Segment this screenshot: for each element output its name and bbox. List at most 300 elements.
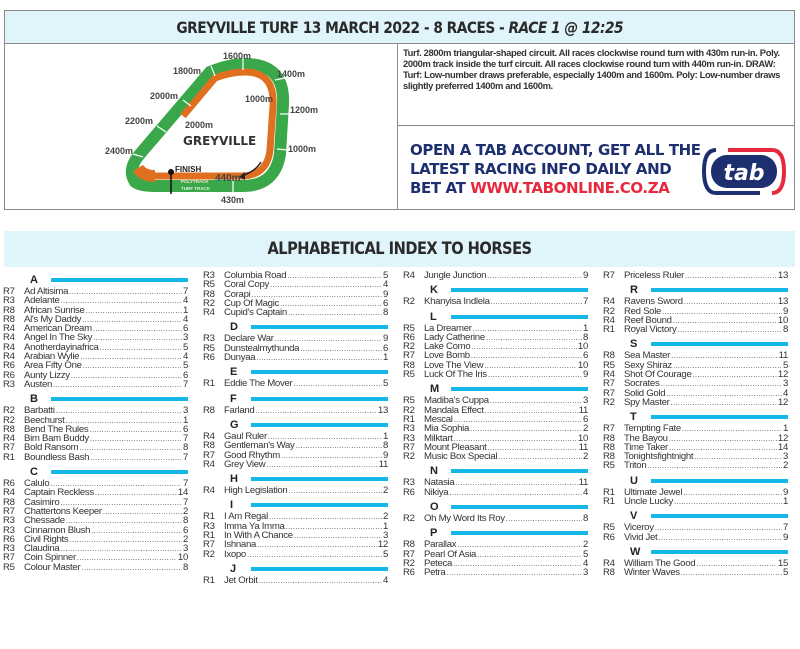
letter-divider [451, 531, 588, 535]
horse-name: Eddie The Mover [224, 378, 293, 390]
letter-divider [651, 514, 788, 518]
letter-heading [3, 465, 188, 479]
dot-leader [286, 522, 382, 531]
dot-leader [90, 434, 182, 443]
dot-leader [266, 460, 377, 469]
letter-label: D [230, 321, 238, 334]
svg-text:2000m: 2000m [185, 120, 214, 130]
draw-number: 9 [782, 531, 788, 543]
race-number: R8 [3, 313, 15, 325]
dot-leader [455, 478, 577, 487]
letter-heading [403, 500, 588, 514]
race-number: R5 [203, 342, 215, 354]
dot-leader [658, 533, 782, 542]
letter-label: G [230, 418, 239, 431]
advert-line-3 [410, 179, 701, 198]
race-number: R3 [203, 333, 215, 345]
horse-name: Calulo [24, 478, 50, 490]
svg-text:2400m: 2400m [105, 146, 134, 156]
horse-name: African Sunrise [24, 304, 85, 316]
draw-number: 2 [182, 505, 188, 517]
letter-heading [403, 283, 588, 297]
draw-number: 5 [582, 548, 588, 560]
draw-number: 9 [582, 270, 588, 281]
draw-number: 1 [382, 430, 388, 442]
horse-name: Luck Of The Iris [424, 369, 487, 381]
horse-name: Music Box Special [424, 451, 498, 463]
tab-logo-icon [702, 144, 786, 199]
draw-number: 7 [182, 451, 188, 463]
dot-leader [56, 406, 182, 415]
race-number: R6 [403, 567, 415, 579]
draw-number: 3 [182, 405, 188, 417]
draw-number: 5 [382, 548, 388, 560]
index-column-4 [603, 271, 788, 578]
race-number: R8 [403, 359, 415, 371]
horse-entry [203, 406, 388, 415]
race-number: R4 [403, 270, 415, 281]
horse-name: Love The View [424, 359, 484, 371]
horse-entry [3, 380, 188, 389]
draw-number: 11 [578, 404, 588, 416]
dot-leader [287, 271, 382, 280]
letter-divider [651, 415, 788, 419]
race-number: R5 [403, 322, 415, 334]
horse-entry [403, 370, 588, 379]
dot-leader [60, 544, 181, 553]
svg-text:1800m: 1800m [173, 66, 202, 76]
draw-number: 4 [582, 557, 588, 569]
dot-leader [69, 287, 182, 296]
horse-name: Ishnana [224, 539, 257, 551]
horse-name: Winter Waves [624, 567, 680, 579]
horse-name: Uncle Lucky [624, 496, 673, 508]
dot-leader [95, 488, 177, 497]
horse-name: Bim Bam Buddy [24, 433, 89, 445]
draw-number: 7 [582, 296, 588, 308]
dot-leader [484, 361, 577, 370]
race-number: R8 [203, 404, 215, 416]
horse-name: Peteca [424, 557, 453, 569]
dot-leader [82, 315, 182, 324]
dot-leader [682, 424, 782, 433]
draw-number: 9 [382, 449, 388, 461]
race-number: R3 [3, 378, 15, 390]
draw-number: 1 [582, 322, 588, 334]
dot-leader [453, 559, 582, 568]
draw-number: 3 [582, 567, 588, 579]
race-number: R6 [603, 531, 615, 543]
letter-divider [651, 342, 788, 346]
race-number: R1 [203, 378, 215, 390]
race-number: R8 [203, 440, 215, 452]
dot-leader [669, 434, 777, 443]
horse-entry [203, 550, 388, 559]
letter-divider [251, 397, 388, 401]
race-number: R8 [603, 432, 615, 444]
draw-number: 12 [777, 432, 788, 444]
race-number: R6 [403, 486, 415, 498]
horse-entry [403, 271, 588, 280]
race-meeting-panel [4, 10, 795, 210]
race-number: R4 [3, 433, 15, 445]
dot-leader [655, 523, 782, 532]
horse-name: Coral Copy [224, 279, 269, 291]
dot-leader [53, 380, 182, 389]
draw-number: 1 [382, 352, 388, 364]
race-number: R2 [403, 341, 415, 353]
draw-number: 5 [382, 270, 388, 281]
horse-name: Coin Spinner [24, 552, 76, 564]
draw-number: 8 [182, 515, 188, 527]
draw-number: 4 [382, 574, 388, 586]
letter-label: L [430, 310, 437, 323]
draw-number: 6 [182, 369, 188, 381]
svg-text:tab: tab [723, 161, 765, 186]
dot-leader [490, 396, 582, 405]
race-number: R3 [203, 270, 215, 281]
draw-number: 13 [777, 296, 788, 308]
horse-name: Grey View [224, 458, 266, 470]
index-column-2 [203, 271, 388, 585]
dot-leader [269, 512, 382, 521]
dot-leader [671, 351, 778, 360]
race-number: R5 [403, 369, 415, 381]
horse-name: Cupid's Captain [224, 307, 287, 319]
horse-name: Khanyisa Indlela [424, 296, 490, 308]
draw-number: 6 [582, 413, 588, 425]
draw-number: 7 [782, 522, 788, 534]
draw-number: 14 [177, 487, 188, 499]
letter-heading [603, 337, 788, 351]
letter-divider [651, 288, 788, 292]
dot-leader [696, 559, 777, 568]
horse-entry [603, 533, 788, 542]
race-number: R2 [3, 414, 15, 426]
horse-entry [603, 568, 788, 577]
dot-leader [684, 297, 777, 306]
race-number: R7 [603, 423, 615, 435]
letter-heading [203, 418, 388, 432]
race-number: R4 [603, 557, 615, 569]
draw-number: 8 [582, 513, 588, 525]
race-number: R2 [403, 451, 415, 463]
advert-url-link[interactable]: WWW.TABONLINE.CO.ZA [470, 179, 670, 197]
race-number: R1 [203, 574, 215, 586]
horse-entry [403, 297, 588, 306]
dot-leader [694, 452, 782, 461]
draw-number: 10 [577, 432, 588, 444]
race-number: R4 [3, 487, 15, 499]
horse-name: Jet Orbit [224, 574, 258, 586]
meeting-title-main: GREYVILLE TURF 13 MARCH 2022 - 8 RACES - [176, 17, 509, 37]
letter-heading [403, 464, 588, 478]
draw-number: 4 [182, 313, 188, 325]
letter-label: M [430, 383, 440, 396]
horse-name: Shot Of Courage [624, 369, 692, 381]
dot-leader [257, 540, 377, 549]
dot-leader [103, 507, 182, 516]
race-number: R5 [203, 279, 215, 291]
draw-number: 7 [182, 433, 188, 445]
meeting-title-bar [5, 11, 794, 44]
draw-number: 7 [182, 496, 188, 508]
draw-number: 13 [777, 270, 788, 281]
letter-heading [203, 365, 388, 379]
race-number: R1 [603, 486, 615, 498]
race-number: R2 [603, 396, 615, 408]
draw-number: 7 [182, 286, 188, 297]
race-number: R5 [403, 395, 415, 407]
race-number: R6 [3, 360, 15, 372]
horse-name: Casimiro [24, 496, 60, 508]
horse-name: Milktart [424, 432, 453, 444]
letter-label: T [630, 411, 637, 424]
draw-number: 10 [577, 359, 588, 371]
draw-number: 3 [382, 530, 388, 542]
race-number: R4 [603, 296, 615, 308]
draw-number: 3 [582, 395, 588, 407]
horse-name: Angel In The Sky [24, 332, 93, 344]
race-number: R7 [3, 505, 15, 517]
dot-leader [71, 371, 182, 380]
race-number: R7 [203, 449, 215, 461]
horse-name: Imma Ya Imma [224, 520, 285, 532]
dot-leader [256, 353, 382, 362]
horse-name: Cup Of Magic [224, 297, 280, 309]
dot-leader [300, 344, 382, 353]
index-column-1 [3, 271, 188, 572]
letter-label: N [430, 465, 438, 478]
draw-number: 15 [777, 557, 788, 569]
draw-number: 14 [777, 441, 788, 453]
letter-divider [451, 315, 588, 319]
svg-text:GREYVILLE: GREYVILLE [183, 134, 257, 148]
draw-number: 5 [182, 341, 188, 353]
advert-text [410, 141, 701, 198]
dot-leader [79, 443, 182, 452]
race-number: R7 [3, 286, 15, 297]
dot-leader [255, 406, 376, 415]
race-number: R4 [203, 430, 215, 442]
horse-entry [203, 486, 388, 495]
dot-leader [681, 568, 782, 577]
dot-leader [471, 342, 577, 351]
horse-name: Tempting Fate [624, 423, 681, 435]
dot-leader [288, 308, 382, 317]
horse-name: Gaul Ruler [224, 430, 267, 442]
letter-label: J [230, 562, 237, 575]
horse-name: American Dream [24, 323, 92, 335]
dot-leader [91, 526, 182, 535]
race-number: R7 [603, 378, 615, 390]
dot-leader [294, 531, 382, 540]
dot-leader [487, 443, 577, 452]
race-number: R8 [3, 423, 15, 435]
draw-number: 9 [782, 486, 788, 498]
letter-label: F [230, 392, 237, 405]
horse-entry [203, 576, 388, 585]
race-number: R8 [3, 304, 15, 316]
draw-number: 8 [182, 561, 188, 573]
draw-number: 4 [382, 279, 388, 291]
letter-heading [203, 472, 388, 486]
draw-number: 12 [777, 396, 788, 408]
horse-name: Chessade [24, 515, 65, 527]
race-number: R8 [603, 350, 615, 362]
horse-name: Mount Pleasant [424, 441, 487, 453]
race-number: R2 [603, 305, 615, 317]
svg-text:1200m: 1200m [290, 105, 319, 115]
horse-name: Oh My Word Its Roy [424, 513, 505, 525]
race-number: R3 [3, 543, 15, 555]
race-number: R3 [403, 423, 415, 435]
race-number: R1 [603, 324, 615, 336]
horse-name: Dunyaa [224, 352, 256, 364]
draw-number: 3 [182, 543, 188, 555]
draw-number: 4 [782, 387, 788, 399]
race-number: R4 [603, 369, 615, 381]
horse-entry [603, 325, 788, 334]
race-number: R2 [403, 404, 415, 416]
dot-leader [683, 488, 782, 497]
horse-name: Ravens Sword [624, 296, 683, 308]
race-number: R6 [3, 533, 15, 545]
svg-text:430m: 430m [221, 195, 245, 205]
horse-name: Captain Reckless [24, 487, 94, 499]
tab-advert[interactable] [398, 126, 794, 210]
dot-leader [498, 452, 582, 461]
horse-name: Solid Gold [624, 387, 666, 399]
draw-number: 6 [582, 350, 588, 362]
horse-name: Nikiya [424, 486, 449, 498]
race-number: R1 [3, 451, 15, 463]
race-number: R3 [3, 295, 15, 307]
race-number: R1 [603, 496, 615, 508]
race-number: R5 [603, 522, 615, 534]
dot-leader [93, 333, 182, 342]
horse-name: The Bayou [624, 432, 668, 444]
horse-entry [3, 563, 188, 572]
dot-leader [89, 425, 182, 434]
letter-divider [251, 567, 388, 571]
letter-heading [203, 392, 388, 406]
dot-leader [270, 280, 382, 289]
race-number: R3 [403, 432, 415, 444]
letter-divider [51, 278, 188, 282]
dot-leader [77, 553, 177, 562]
letter-heading [203, 562, 388, 576]
dot-leader [647, 461, 782, 470]
horse-name: Parallax [424, 539, 457, 551]
dot-leader [449, 488, 582, 497]
race-number: R4 [3, 341, 15, 353]
horse-entry [403, 568, 588, 577]
horse-name: Area Fifty One [24, 360, 82, 372]
horse-name: Aunty Lizzy [24, 369, 70, 381]
dot-leader [446, 568, 582, 577]
dot-leader [90, 453, 182, 462]
draw-number: 9 [382, 333, 388, 345]
dot-leader [685, 271, 777, 280]
horse-name: Beechurst [24, 414, 65, 426]
horse-name: Barbatti [24, 405, 55, 417]
horse-name: Reef Bound [624, 314, 672, 326]
horse-name: Gentleman's Way [224, 440, 295, 452]
horse-name: William The Good [624, 557, 696, 569]
dot-leader [93, 324, 182, 333]
horse-name: Dunstealmythunda [224, 342, 300, 354]
draw-number: 10 [777, 314, 788, 326]
svg-text:440m: 440m [215, 173, 241, 184]
draw-number: 6 [382, 297, 388, 309]
index-title: ALPHABETICAL INDEX TO HORSES [267, 239, 532, 259]
horse-name: I Am Regal [224, 511, 268, 523]
horse-name: La Dreamer [424, 322, 472, 334]
horse-name: Chattertons Keeper [24, 505, 102, 517]
letter-heading [3, 273, 188, 287]
draw-number: 7 [182, 478, 188, 490]
dot-leader [477, 550, 582, 559]
dot-leader [660, 379, 781, 388]
horse-name: Claudina [24, 543, 60, 555]
horse-entry [603, 398, 788, 407]
horse-name: Farland [224, 404, 255, 416]
letter-heading [603, 410, 788, 424]
draw-number: 8 [182, 442, 188, 454]
race-number: R2 [3, 405, 15, 417]
horse-name: Love Bomb [424, 350, 470, 362]
draw-number: 6 [182, 323, 188, 335]
letter-label: R [630, 284, 638, 297]
race-number: R6 [3, 478, 15, 490]
letter-heading [203, 320, 388, 334]
draw-number: 1 [782, 496, 788, 508]
race-number: R4 [3, 323, 15, 335]
horse-entry [3, 453, 188, 462]
horse-name: Boundless Bash [24, 451, 90, 463]
dot-leader [471, 351, 582, 360]
letter-label: C [30, 466, 38, 479]
dot-leader [80, 352, 182, 361]
horse-name: Lake Como [424, 341, 471, 353]
draw-number: 2 [782, 460, 788, 472]
dot-leader [100, 343, 182, 352]
draw-number: 3 [782, 378, 788, 390]
race-number: R4 [3, 332, 15, 344]
horse-name: Corapi [224, 288, 251, 300]
dot-leader [673, 316, 777, 325]
draw-number: 2 [582, 423, 588, 435]
dot-leader [473, 324, 582, 333]
horse-name: Austen [24, 378, 53, 390]
race-number: R7 [603, 387, 615, 399]
horse-name: Lady Catherine [424, 331, 485, 343]
horse-name: Declare War [224, 333, 274, 345]
race-number: R6 [403, 331, 415, 343]
horse-name: Vivid Jet [624, 531, 658, 543]
race-number: R6 [3, 369, 15, 381]
letter-divider [251, 325, 388, 329]
draw-number: 4 [182, 351, 188, 363]
draw-number: 11 [578, 477, 588, 489]
letter-divider [651, 479, 788, 483]
letter-label: A [30, 274, 38, 286]
horse-entry [603, 497, 788, 506]
letter-heading [603, 283, 788, 297]
letter-label: S [630, 338, 638, 351]
track-map [5, 44, 398, 210]
